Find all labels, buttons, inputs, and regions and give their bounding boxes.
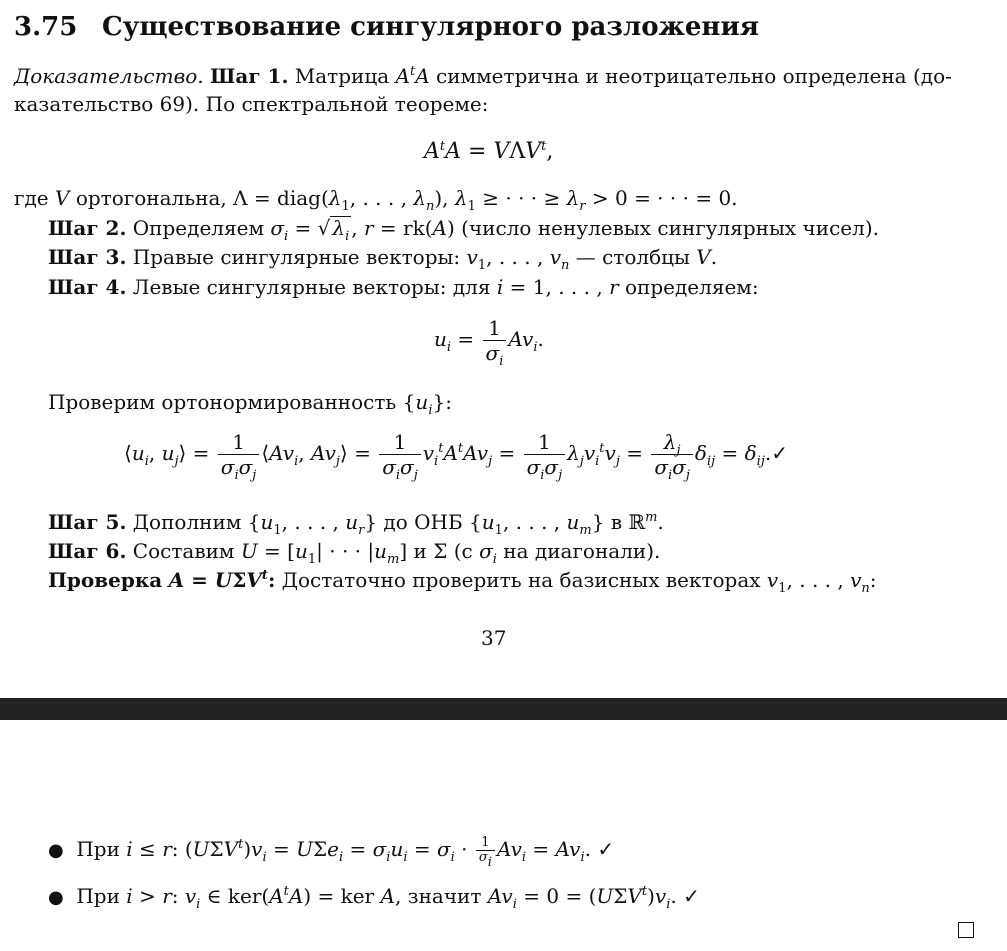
step-3-text-cont: — столбцы: [575, 245, 690, 269]
eigen-line: где V ортогональна, $\Lambda = diag(\lambda_1$, . . . , $\lambda_n$), $\lambda_1$ ≥ · · · ≥ $\lambda_r > 0$ = · · · = 0.: [14, 186, 738, 214]
step-4-text: Левые сингулярные векторы: для: [132, 275, 491, 299]
section-heading: [14, 12, 759, 42]
text-where: где: [14, 186, 49, 210]
step-2-label: Шаг 2.: [48, 216, 127, 240]
step-5-text: Дополним: [132, 510, 242, 534]
step-1-label: Шаг 1.: [210, 64, 289, 88]
step-1-text: Матрица: [294, 64, 390, 88]
step-5-text-b: до ОНБ: [383, 510, 463, 534]
step-5-line: Шаг 5. Дополним {$u_1$, . . . , $u_r$} до ОНБ {$u_1$, . . . , $u_m$} в ℝ$^m$.: [48, 510, 664, 538]
step-6-text-c: на диагонали).: [503, 539, 661, 563]
bullet-case-1: ● При i ≤ r: $(U\Sigma V^t)v_i = U\Sigma e_i = \sigma_iu_i = \sigma_i$ · $\frac{1}{\sigma_i}$ $Av_i = Av_i$. ✓: [48, 835, 615, 870]
step-6-text-b: и Σ (с: [413, 539, 473, 563]
step-1-line: Доказательство. Шаг 1. Матрица $A^tA$ симметрична и неотрицательно определена (до-: [14, 64, 952, 88]
verify-label: Проверка: [48, 568, 163, 592]
proof-label: Доказательство.: [14, 64, 204, 88]
equation-left-vectors: $u_i$ = $\frac{1}{\sigma_i}$ $Av_i$.: [434, 316, 544, 369]
step-5-label: Шаг 5.: [48, 510, 127, 534]
equation-spectral: $A^tA = V\Lambda V^t$,: [424, 139, 554, 164]
check-icon: ✓: [597, 837, 615, 861]
step-2-line: Шаг 2. Определяем $\sigma_i$ = √ $\lambda_i$ , r = rk(A) (число ненулевых сингулярных чисел).: [48, 216, 880, 244]
check-text: Проверим ортонормированность: [48, 390, 397, 414]
step-2-text-cont: (число ненулевых сингулярных чисел).: [461, 216, 880, 240]
step-6-line: Шаг 6. Составим $U = [u_1|$ · · · $|u_m$] и Σ (с $\sigma_i$ на диагонали).: [48, 539, 661, 567]
verify-line: Проверка $A = U\Sigma V^t$: Достаточно проверить на базисных векторах $v_1$, . . . , $v_n$:: [48, 568, 877, 596]
qed-square-icon: [958, 922, 974, 938]
step-3-label: Шаг 3.: [48, 245, 127, 269]
verify-text: Достаточно проверить на базисных векторах: [281, 568, 761, 592]
step-1-text-cont: симметрична и неотрицательно определена (до-: [436, 64, 952, 88]
check-line: Проверим ортонормированность $\{u_i\}$:: [48, 390, 452, 418]
bullet-1-prefix: При: [76, 837, 120, 861]
step-4-label: Шаг 4.: [48, 275, 127, 299]
step-4-text-cont: определяем:: [624, 275, 759, 299]
step-4-line: Шаг 4. Левые сингулярные векторы: для i = 1, . . . , r определяем:: [48, 275, 759, 299]
step-3-line: Шаг 3. Правые сингулярные векторы: $v_1$, . . . , $v_n$ — столбцы V.: [48, 245, 718, 273]
step-2-text: Определяем: [132, 216, 265, 240]
check-icon: ✓: [683, 884, 700, 908]
step-6-label: Шаг 6.: [48, 539, 127, 563]
step-6-text: Составим: [132, 539, 235, 563]
step-5-text-c: в: [610, 510, 623, 534]
equation-orthonormality: $⟨u_i$, $u_j⟩$ = $\frac{1}{\sigma_i\sigma_j}$ $⟨Av_i$, $Av_j⟩$ = $\frac{1}{\sigma_i\sigma_j}$ $v_i^tA^tAv_j$ = $\frac{1}{\sigma_i\sigma_j}$ $\lambda_jv_i^tv_j$ = $\frac{\lambda_j}{\sigma_i\sigma_j}$ $\delta_{ij}$ = $\delta_{ij}.✓$: [124, 430, 788, 483]
section-number: 3.75: [14, 12, 78, 42]
bullet-2-prefix: При: [76, 884, 120, 908]
text-orthogonal: ортогональна,: [75, 186, 227, 210]
step-1-line-2: казательство 69). По спектральной теореме:: [14, 92, 489, 116]
bullet-case-2: ● При i > r: $v_i$ ∈ $ker(A^tA)$ = ker A, значит $Av_i = 0 = (U\Sigma V^t)v_i$. ✓: [48, 884, 700, 912]
step-3-text: Правые сингулярные векторы:: [132, 245, 461, 269]
section-title: Существование сингулярного разложения: [102, 12, 759, 42]
page-divider: [0, 698, 1007, 720]
bullet-2-mid: значит: [407, 884, 482, 908]
check-icon: ✓: [771, 441, 788, 465]
page-number: 37: [481, 626, 507, 650]
